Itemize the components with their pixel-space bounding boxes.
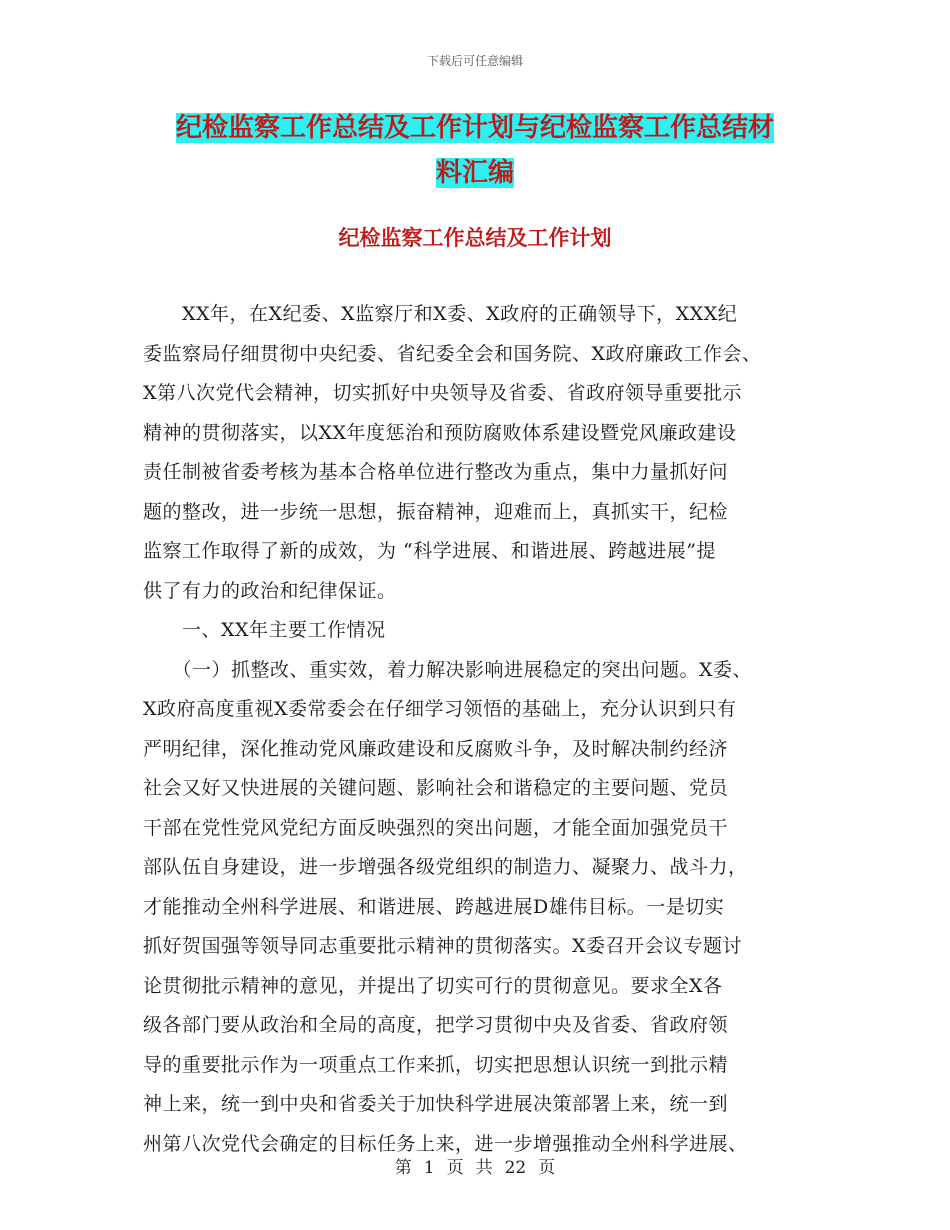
section-title: 纪检监察工作总结及工作计划 [338, 226, 612, 250]
body-line: 才能推动全州科学进展、和谐进展、跨越进展D雄伟目标。一是切实 [143, 895, 725, 918]
body-line: 题的整改，进一步统一思想，振奋精神，迎难而上，真抓实干，纪检 [143, 500, 729, 523]
body-line: 供了有力的政治和纪律保证。 [143, 579, 397, 602]
body-line: 导的重要批示作为一项重点工作来抓，切实把思想认识统一到批示精 [143, 1053, 729, 1076]
body-line: 精神的贯彻落实，以XX年度惩治和预防腐败体系建设暨党风廉政建设 [143, 421, 737, 444]
body-line: 神上来，统一到中央和省委关于加快科学进展决策部署上来，统一到 [143, 1093, 729, 1115]
body-line: 干部在党性党风党纪方面反映强烈的突出问题，才能全面加强党员干 [143, 816, 729, 839]
body-line: 社会又好又快进展的关键问题、影响社会和谐稳定的主要问题、党员 [143, 777, 729, 799]
document-title-line-1 [140, 110, 810, 146]
body-text [143, 295, 808, 1164]
page-footer [0, 1153, 950, 1178]
body-line: X政府高度重视X委常委会在仔细学习领悟的基础上，充分认识到只有 [143, 698, 737, 720]
body-line: 部队伍自身建设，进一步增强各级党组织的制造力、凝聚力、战斗力， [143, 856, 748, 878]
body-line: 级各部门要从政治和全局的高度，把学习贯彻中央及省委、省政府领 [143, 1014, 729, 1036]
body-line: 一、XX年主要工作情况 [143, 619, 386, 641]
title-highlight-1: 纪检监察工作总结及工作计划与纪检监察工作总结材 [175, 113, 774, 143]
body-line: 监察工作取得了新的成效，为 “科学进展、和谐进展、跨越进展”提 [143, 540, 716, 562]
body-line: 抓好贺国强等领导同志重要批示精神的贯彻落实。X委召开会议专题讨 [143, 935, 743, 957]
footer-label-gong: 共 [475, 1158, 493, 1178]
footer-label-ye2: 页 [538, 1158, 556, 1178]
body-line: 责任制被省委考核为基本合格单位进行整改为重点，集中力量抓好问 [143, 461, 729, 483]
document-title-line-2 [140, 155, 810, 191]
footer-label-di: 第 [394, 1158, 412, 1178]
body-line: 严明纪律，深化推动党风廉政建设和反腐败斗争，及时解决制约经济 [143, 737, 729, 760]
body-line: 论贯彻批示精神的意见，并提出了切实可行的贯彻意见。要求全X各 [143, 974, 723, 997]
body-line: 委监察局仔细贯彻中央纪委、省纪委全会和国务院、X政府廉政工作会、 [143, 342, 762, 365]
body-line: XX年，在X纪委、X监察厅和X委、X政府的正确领导下，XXX纪 [143, 303, 738, 325]
footer-total-pages: 22 [504, 1158, 527, 1178]
body-line: 州第八次党代会确定的目标任务上来，进一步增强推动全州科学进展、 [143, 1132, 748, 1155]
body-line: X第八次党代会精神，切实抓好中央领导及省委、省政府领导重要批示 [143, 382, 743, 404]
body-line: （一）抓整改、重实效，着力解决影响进展稳定的突出问题。X委、 [143, 658, 753, 681]
footer-label-ye: 页 [446, 1158, 464, 1178]
page-header-note: 下载后可任意编辑 [426, 54, 523, 68]
title-highlight-2: 料汇编 [435, 158, 514, 188]
footer-page-number: 1 [423, 1158, 435, 1178]
